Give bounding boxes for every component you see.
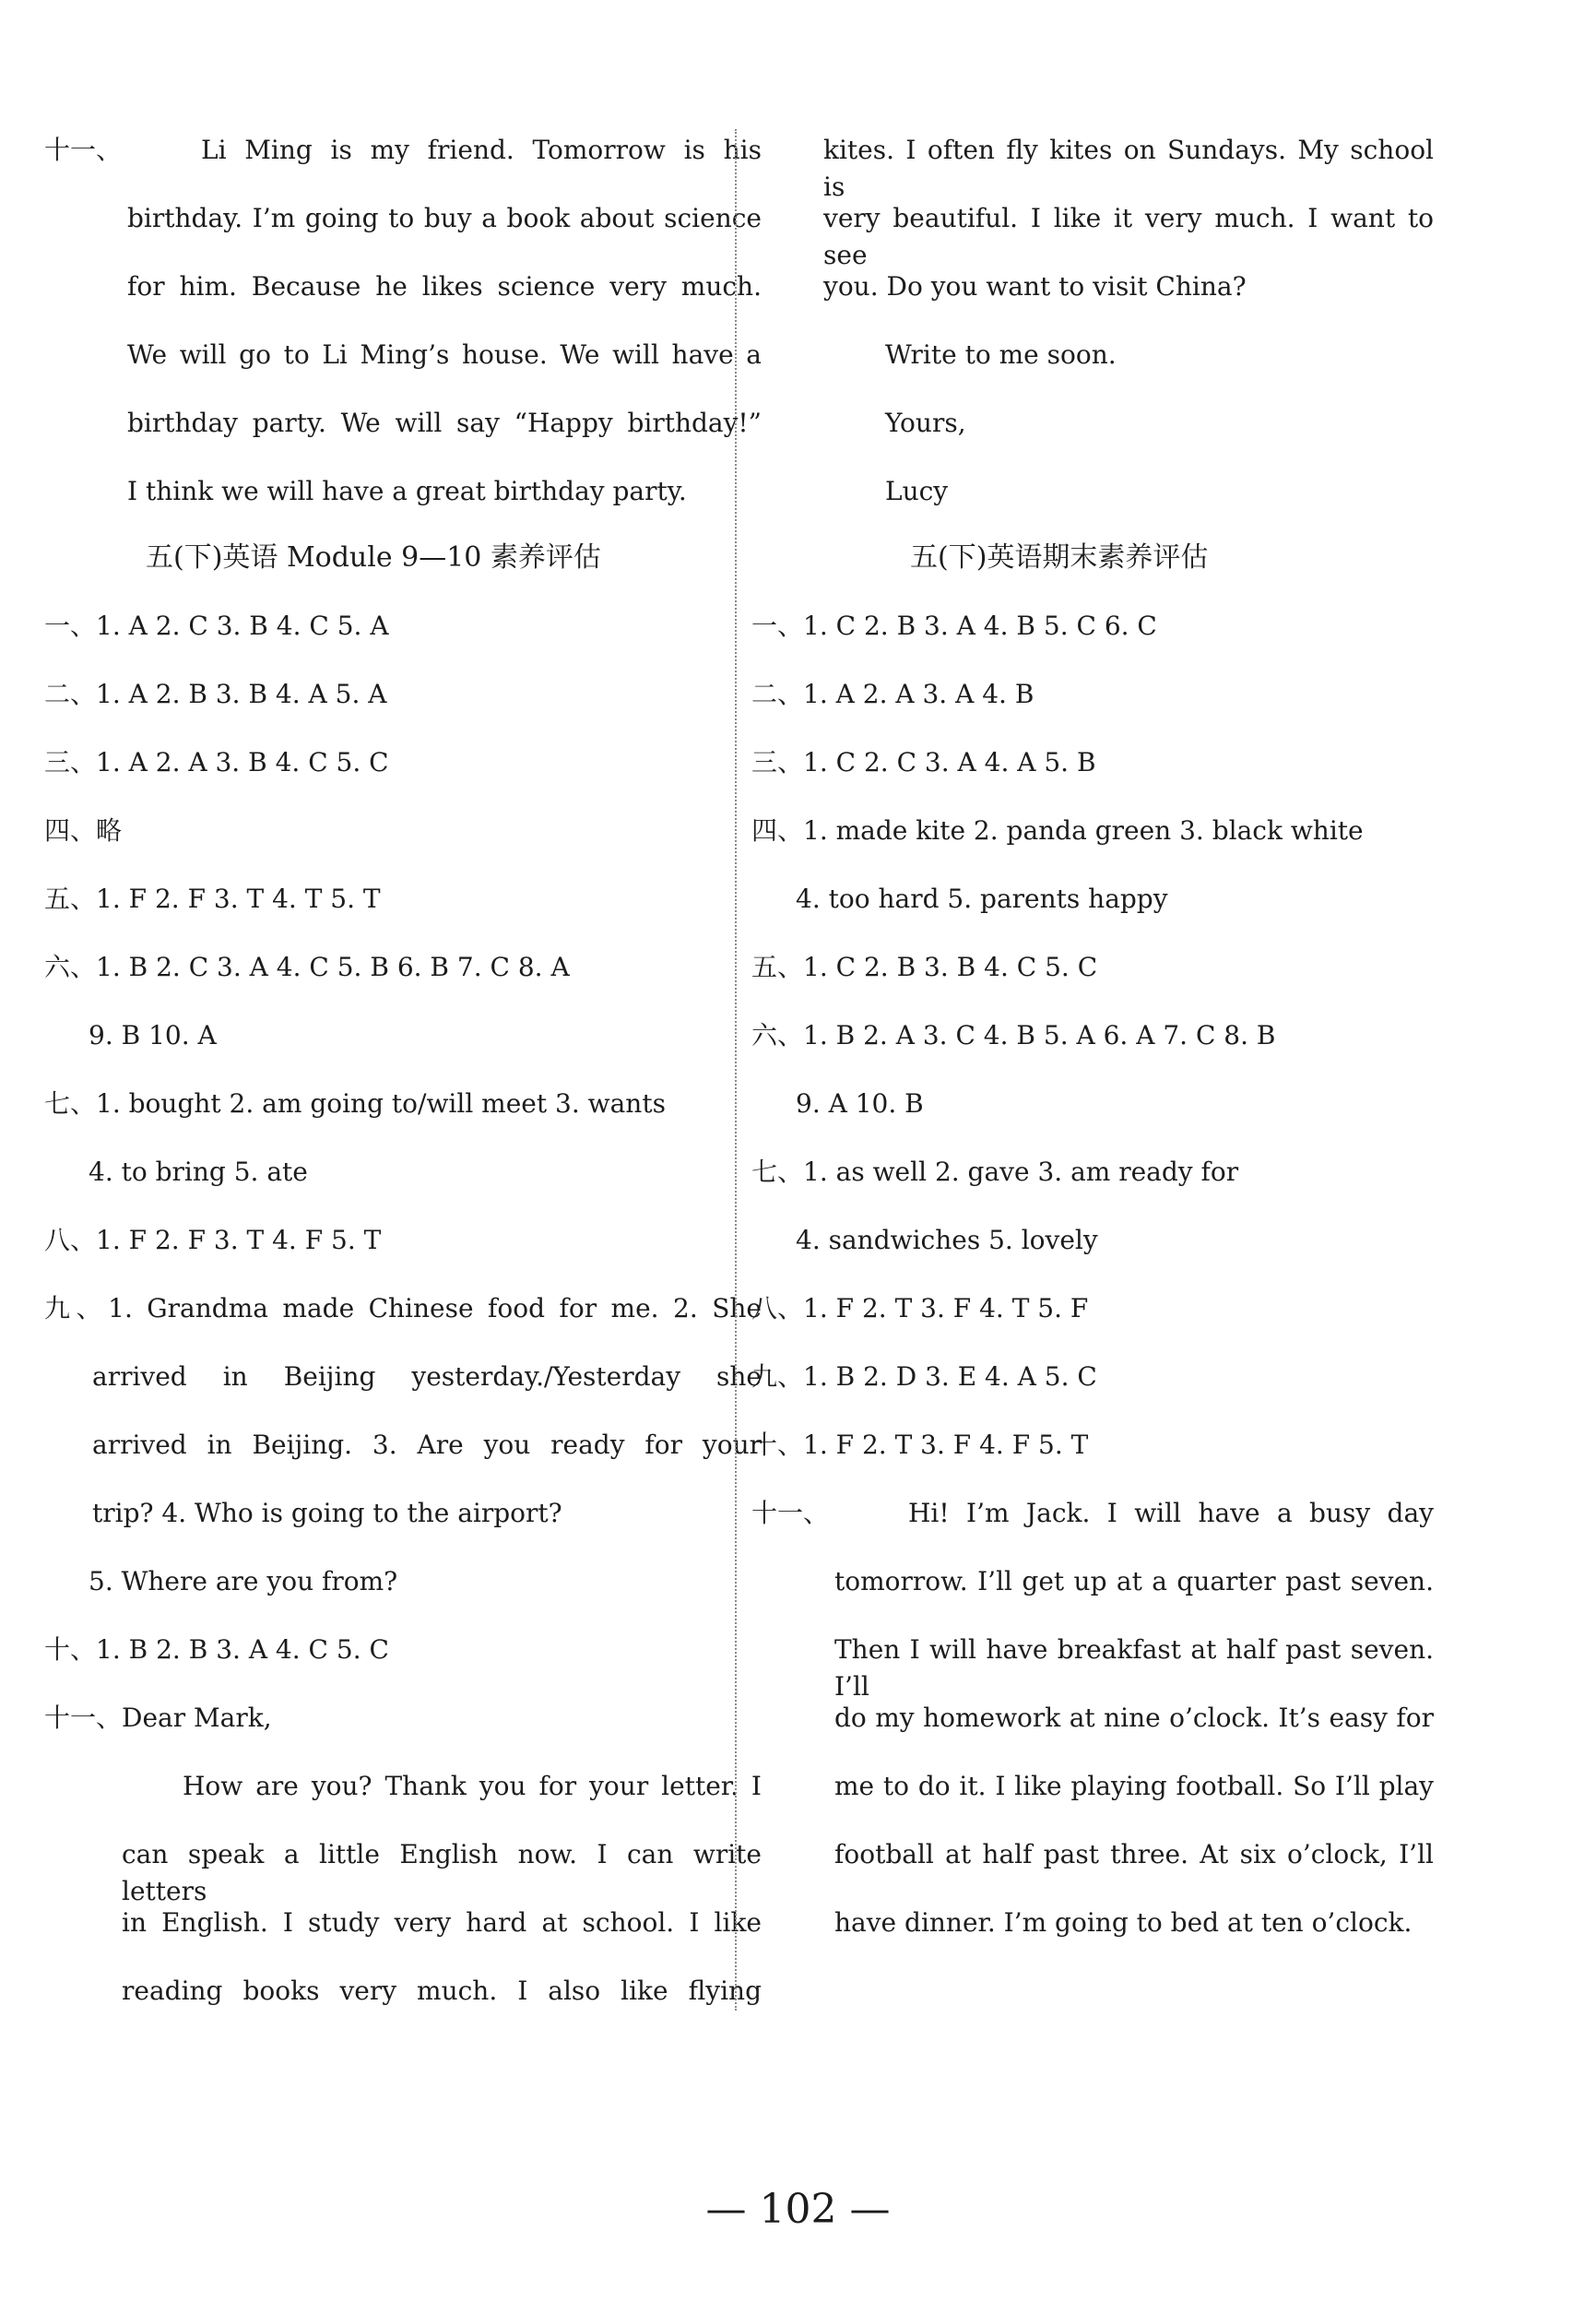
answer-row-continued: arrived in Beijing yesterday./Yesterday she	[92, 1361, 762, 1392]
paragraph-line: Li Ming is my friend. Tomorrow is his	[201, 135, 762, 165]
answer-row-continued: 4. too hard 5. parents happy	[796, 884, 1168, 914]
answer-row-continued: 9. A 10. B	[796, 1088, 924, 1119]
paragraph-line: do my homework at nine o’clock. It’s easy for	[834, 1703, 1434, 1733]
answer-row: 二、1. A 2. B 3. B 4. A 5. A	[44, 679, 387, 709]
answer-row-continued: 5. Where are you from?	[89, 1566, 398, 1596]
letter-closing: Write to me soon.	[885, 339, 1117, 370]
letter-line: in English. I study very hard at school. I like	[122, 1907, 762, 1938]
answer-row: 十一、Dear Mark,	[44, 1703, 272, 1733]
paragraph-line: Hi! I’m Jack. I will have a busy day	[908, 1498, 1434, 1528]
paragraph-line: I think we will have a great birthday party.	[127, 476, 687, 506]
letter-line: you. Do you want to visit China?	[823, 271, 1247, 302]
answer-row-continued: 4. sandwiches 5. lovely	[796, 1225, 1098, 1255]
letter-signature: Lucy	[885, 476, 949, 506]
answer-row: 八、1. F 2. T 3. F 4. T 5. F	[751, 1293, 1089, 1323]
answer-row: 七、1. as well 2. gave 3. am ready for	[751, 1157, 1239, 1187]
answer-row: 三、1. C 2. C 3. A 4. A 5. B	[751, 747, 1096, 777]
letter-line: How are you? Thank you for your letter. I	[183, 1771, 762, 1801]
letter-line: reading books very much. I also like flying	[122, 1976, 762, 2006]
paragraph-line: birthday party. We will say “Happy birthday!”	[127, 408, 762, 438]
section-label: 十一、	[44, 135, 123, 165]
answer-row: 六、1. B 2. C 3. A 4. C 5. B 6. B 7. C 8. A	[44, 952, 570, 982]
answer-row-continued: trip? 4. Who is going to the airport?	[92, 1498, 562, 1528]
answer-row-continued: 4. to bring 5. ate	[89, 1157, 308, 1187]
answer-row: 三、1. A 2. A 3. B 4. C 5. C	[44, 747, 389, 777]
paragraph-line: birthday. I’m going to buy a book about science	[127, 203, 762, 233]
answer-row: 六、1. B 2. A 3. C 4. B 5. A 6. A 7. C 8. B	[751, 1020, 1276, 1050]
answer-row: 九、1. B 2. D 3. E 4. A 5. C	[751, 1361, 1097, 1392]
answer-row: 十、1. F 2. T 3. F 4. F 5. T	[751, 1430, 1089, 1460]
letter-line: can speak a little English now. I can write letters	[122, 1839, 762, 1906]
paragraph-line: me to do it. I like playing football. So I’ll play	[834, 1771, 1434, 1801]
answer-row: 一、1. A 2. C 3. B 4. C 5. A	[44, 611, 389, 641]
answer-row: 一、1. C 2. B 3. A 4. B 5. C 6. C	[751, 611, 1157, 641]
answer-row: 二、1. A 2. A 3. A 4. B	[751, 679, 1034, 709]
answer-row-continued: arrived in Beijing. 3. Are you ready for your	[92, 1430, 762, 1460]
letter-line: kites. I often fly kites on Sundays. My school is	[823, 135, 1434, 202]
column-divider	[735, 129, 737, 2011]
answer-row: 四、略	[44, 815, 123, 846]
paragraph-line: tomorrow. I’ll get up at a quarter past seven.	[834, 1566, 1434, 1596]
section-heading: 五(下)英语期末素养评估	[910, 541, 1209, 574]
paragraph-line: Then I will have breakfast at half past seven. I’ll	[834, 1634, 1434, 1702]
page-number: — 102 —	[705, 2186, 891, 2233]
answer-row: 十、1. B 2. B 3. A 4. C 5. C	[44, 1634, 389, 1665]
answer-row: 九、1. Grandma made Chinese food for me. 2. She	[44, 1293, 762, 1323]
section-heading: 五(下)英语 Module 9—10 素养评估	[146, 541, 601, 574]
paragraph-line: have dinner. I’m going to bed at ten o’clock.	[834, 1907, 1413, 1938]
answer-row: 五、1. C 2. B 3. B 4. C 5. C	[751, 952, 1098, 982]
letter-closing: Yours,	[885, 408, 966, 438]
letter-line: very beautiful. I like it very much. I want to see	[823, 203, 1434, 270]
answer-row-continued: 9. B 10. A	[89, 1020, 217, 1050]
answer-row: 五、1. F 2. F 3. T 4. T 5. T	[44, 884, 381, 914]
answer-row: 七、1. bought 2. am going to/will meet 3. wants	[44, 1088, 666, 1119]
section-label: 十一、	[751, 1498, 830, 1528]
paragraph-line: football at half past three. At six o’clock, I’ll	[834, 1839, 1434, 1869]
paragraph-line: We will go to Li Ming’s house. We will have a	[127, 339, 762, 370]
answer-row: 四、1. made kite 2. panda green 3. black white	[751, 815, 1364, 846]
paragraph-line: for him. Because he likes science very much.	[127, 271, 762, 302]
answer-row: 八、1. F 2. F 3. T 4. F 5. T	[44, 1225, 382, 1255]
